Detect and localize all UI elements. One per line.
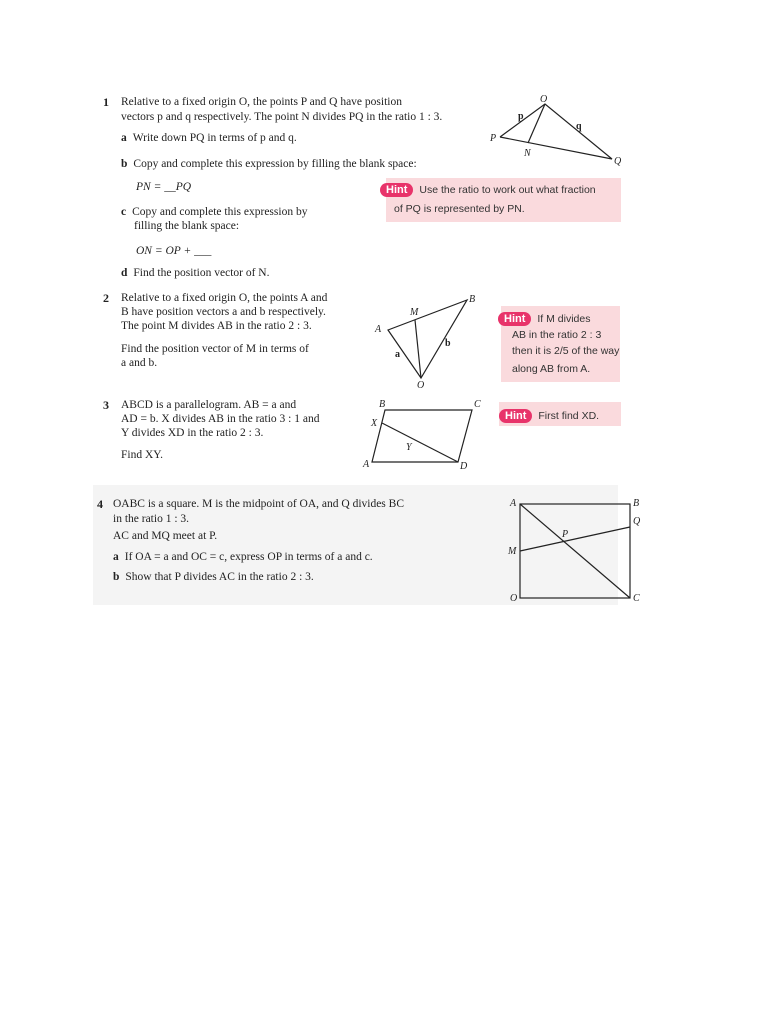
q1-label-q: q bbox=[576, 121, 582, 132]
q1d-text: Find the position vector of N. bbox=[133, 267, 270, 279]
q3-hint-text: First find XD. bbox=[538, 410, 600, 422]
q3-parallelogram-lines bbox=[372, 410, 472, 462]
q1c-text-1: Copy and complete this expression by bbox=[132, 206, 308, 218]
q1b-expression: PN = __PQ bbox=[136, 181, 192, 193]
q2-hint-badge: Hint bbox=[498, 312, 531, 326]
q3-parallelogram-diagram bbox=[360, 395, 490, 475]
q2-label-A: A bbox=[375, 324, 382, 335]
q1-intro-line-1: Relative to a fixed origin O, the points P and Q have position bbox=[121, 96, 402, 108]
q4-line-3: AC and MQ meet at P. bbox=[113, 530, 218, 542]
q2-hint-line-4: along AB from A. bbox=[512, 363, 591, 375]
q4b-label: b bbox=[113, 571, 120, 583]
q1d-label: d bbox=[121, 267, 128, 279]
q2-triangle-lines bbox=[388, 300, 467, 378]
q2-triangle-diagram bbox=[370, 290, 490, 390]
q3-hint-badge: Hint bbox=[499, 409, 532, 423]
q4-line-MQ bbox=[520, 527, 630, 551]
q3-label-A: A bbox=[363, 459, 370, 470]
q4-label-C: C bbox=[633, 593, 640, 604]
q2-hint-line-1: If M divides bbox=[537, 313, 591, 325]
q1-triangle-diagram bbox=[480, 92, 630, 172]
q1d bbox=[121, 266, 269, 281]
q4-line-1: OABC is a square. M is the midpoint of OA, and Q divides BC bbox=[113, 498, 404, 510]
q1c bbox=[121, 205, 307, 220]
q4-square-diagram bbox=[500, 494, 650, 606]
q4-label-A: A bbox=[510, 498, 517, 509]
q4-line-2: in the ratio 1 : 3. bbox=[113, 513, 190, 525]
q2-line-5: a and b. bbox=[121, 357, 158, 369]
q1c-label: c bbox=[121, 206, 127, 218]
q2-line-1: Relative to a fixed origin O, the points A and bbox=[121, 292, 328, 304]
q4b bbox=[113, 570, 314, 585]
q2-label-b: b bbox=[445, 338, 451, 349]
q3-hint-box bbox=[499, 402, 621, 426]
q1-label-O: O bbox=[540, 94, 548, 105]
q1-intro-line-2: vectors p and q respectively. The point N divides PQ in the ratio 1 : 3. bbox=[121, 111, 443, 123]
q1b bbox=[121, 157, 417, 172]
q3-label-Y: Y bbox=[406, 442, 412, 453]
question-2-number: 2 bbox=[103, 291, 109, 305]
q2-line-2: B have position vectors a and b respectively. bbox=[121, 306, 326, 318]
q2-label-M: M bbox=[410, 307, 419, 318]
q3-line-3: Y divides XD in the ratio 2 : 3. bbox=[121, 427, 264, 439]
q1-label-N: N bbox=[524, 148, 531, 159]
q2-line-OM bbox=[415, 320, 421, 378]
q1c-text-2: filling the blank space: bbox=[134, 220, 240, 232]
q2-line-4: Find the position vector of M in terms of bbox=[121, 343, 309, 355]
q1-hint-badge: Hint bbox=[380, 183, 413, 197]
question-4-number: 4 bbox=[97, 497, 103, 511]
q4a-text: If OA = a and OC = c, express OP in terms of a and c. bbox=[124, 551, 373, 563]
q4b-text: Show that P divides AC in the ratio 2 : 3. bbox=[125, 571, 314, 583]
q2-label-a: a bbox=[395, 349, 400, 360]
q2-label-B: B bbox=[469, 294, 476, 305]
q2-hint-line-3: then it is 2/5 of the way bbox=[512, 345, 620, 357]
q2-label-O: O bbox=[417, 380, 425, 390]
q4-label-O: O bbox=[510, 593, 518, 604]
q1-label-P: P bbox=[490, 133, 497, 144]
q2-hint-box bbox=[501, 306, 620, 382]
q3-label-C: C bbox=[474, 399, 481, 410]
q4-label-M: M bbox=[508, 546, 517, 557]
q4a bbox=[113, 550, 373, 565]
q4-label-Q: Q bbox=[633, 516, 641, 527]
q4a-label: a bbox=[113, 551, 119, 563]
q3-line-1: ABCD is a parallelogram. AB = a and bbox=[121, 399, 297, 411]
question-3-number: 3 bbox=[103, 398, 109, 412]
q3-line-XD bbox=[382, 423, 458, 462]
q3-line-4: Find XY. bbox=[121, 449, 163, 461]
q1-label-p: p bbox=[518, 111, 524, 122]
q3-label-B: B bbox=[379, 399, 386, 410]
q3-label-D: D bbox=[460, 461, 468, 472]
q1a-label: a bbox=[121, 132, 127, 144]
q1b-text: Copy and complete this expression by filling the blank space: bbox=[133, 158, 417, 170]
q1a bbox=[121, 131, 297, 146]
q1c-expression: ON = OP + ___ bbox=[136, 245, 212, 257]
q3-label-X: X bbox=[371, 418, 378, 429]
q1-hint-line-2: of PQ is represented by PN. bbox=[394, 203, 525, 215]
q1a-text: Write down PQ in terms of p and q. bbox=[132, 132, 297, 144]
q4-line-AC bbox=[520, 504, 630, 598]
q1b-label: b bbox=[121, 158, 128, 170]
q3-line-2: AD = b. X divides AB in the ratio 3 : 1 and bbox=[121, 413, 320, 425]
question-1-number: 1 bbox=[103, 95, 109, 109]
q2-line-3: The point M divides AB in the ratio 2 : 3. bbox=[121, 320, 312, 332]
q1-hint-line-1: Use the ratio to work out what fraction bbox=[419, 184, 596, 196]
q2-hint-line-2: AB in the ratio 2 : 3 bbox=[512, 329, 602, 341]
q1-hint-box bbox=[386, 178, 621, 222]
q1-label-Q: Q bbox=[614, 156, 622, 167]
q1-triangle-lines bbox=[500, 104, 612, 159]
q4-label-B: B bbox=[633, 498, 640, 509]
q4-label-P: P bbox=[562, 529, 569, 540]
